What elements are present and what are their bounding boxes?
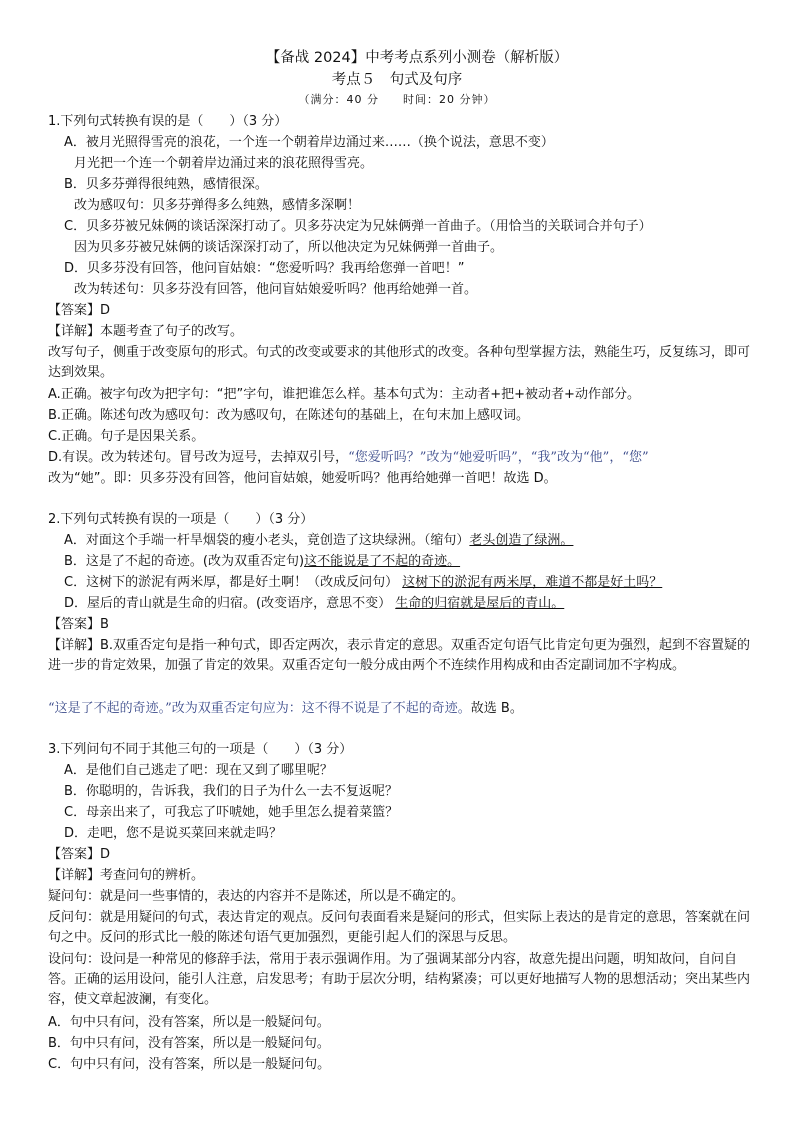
q2-option-d-answer: 生命的归宿就是屋后的青山。: [395, 596, 565, 611]
q1-explanation-c: C.正确。句子是因果关系。: [48, 429, 205, 444]
question-3-stem: 3.下列问句不同于其他三句的一项是（ ）（3 分）: [48, 742, 353, 757]
title-prefix: 【备战 2024】: [265, 50, 366, 66]
q3-answer: 【答案】D: [48, 847, 111, 862]
q1-explanation-d-text: D.有误。改为转述句。冒号改为逗号，去掉双引号，: [48, 450, 349, 465]
q2-option-b-answer: 这不能说是了不起的奇迹。: [304, 554, 461, 569]
q3-explanation-rhetorical: 反问句：就是用疑问的句式，表达肯定的观点。反问句表面看来是疑问的形式，但实际上表达的是肯定的意思，答案就在问句之中。反问的形式比一般的陈述句语气更加强烈，更能引起人们的深思与反思。: [48, 910, 751, 945]
q1-explanation-d: [48, 448, 754, 468]
q2-answer: 【答案】B: [48, 617, 109, 632]
q2-note-quote: “这是了不起的奇迹。”改为双重否定句应为：这不得不说是了不起的奇迹。: [48, 701, 471, 716]
q1-explanation-d-line2: 改为“她”。即：贝多芬没有回答，他问盲姑娘，她爱听吗？他再给她弹一首吧！故选 D。: [48, 471, 557, 486]
q1-option-a-line2: 月光把一个连一个朝着岸边涌过来的浪花照得雪亮。: [74, 156, 374, 171]
q3-explanation-a: A．句中只有问，没有答案，所以是一般疑问句。: [48, 1015, 330, 1030]
q1-explanation-b: B.正确。陈述句改为感叹句：改为感叹句，在陈述句的基础上，在句末加上感叹词。: [48, 408, 530, 423]
q3-detail-heading: 【详解】考查问句的辨析。: [48, 868, 205, 883]
q2-explanation: 【详解】B.双重否定句是指一种句式，即否定两次，表示肯定的意思。双重否定句语气比肯定句更为强烈，起到不容置疑的进一步的肯定效果，加强了肯定的效果。双重否定句一般分成由两个不连续作用构成和由否定副词加不字构成。: [48, 638, 751, 673]
document-title: [0, 46, 794, 67]
q3-option-d: D．走吧，您不是说买菜回来就走吗？: [64, 826, 283, 841]
q3-option-a: A．是他们自己逃走了吧：现在又到了哪里呢？: [64, 763, 333, 778]
q1-option-b-line2: 改为感叹句：贝多芬弹得多么纯熟，感情多深啊！: [74, 198, 361, 213]
q1-explanation: 改写句子，侧重于改变原句的形式。句式的改变或要求的其他形式的改变。各种句型掌握方法，熟能生巧，反复练习，即可达到效果。: [48, 345, 751, 380]
question-2-stem: 2.下列句式转换有误的一项是（ ）（3 分）: [48, 512, 314, 527]
q2-option-c: [64, 573, 770, 593]
q1-explanation-a: A.正确。被字句改为把字句：“把”字句，谁把谁怎么样。基本句式为：主动者+把+被动者+动作部分。: [48, 387, 640, 402]
q1-answer: 【答案】D: [48, 303, 111, 318]
q1-explanation-d-quote: “您爱听吗？”改为“她爱听吗”，“我”改为“他”，“您”: [348, 450, 649, 465]
q2-note-end: 故选 B。: [470, 701, 523, 716]
question-1-stem: 1.下列句式转换有误的是（ ）（3 分）: [48, 114, 288, 129]
q2-option-c-answer: 这树下的淤泥有两米厚，难道不都是好土吗？: [402, 575, 663, 590]
q3-explanation-interrogative: 疑问句：就是问一些事情的，表达的内容并不是陈述，所以是不确定的。: [48, 889, 465, 904]
score-time-info: （满分：40 分 时间：20 分钟）: [298, 93, 496, 106]
q3-option-c: C．母亲出来了，可我忘了吓唬她，她手里怎么提着菜篮？: [64, 805, 399, 820]
q1-option-b: B．贝多芬弹得很纯熟，感情很深。: [64, 177, 268, 192]
q1-option-a: A．被月光照得雪亮的浪花，一个连一个朝着岸边涌过来……（换个说法，意思不变）: [64, 135, 554, 150]
q1-detail-heading: 【详解】本题考查了句子的改写。: [48, 324, 244, 339]
q2-option-a-answer: 老头创造了绿洲。: [469, 533, 574, 548]
q1-option-c-line2: 因为贝多芬被兄妹俩的谈话深深打动了，所以他决定为兄妹俩弹一首曲子。: [74, 240, 504, 255]
q2-option-d-text: D．屋后的青山就是生命的归宿。(改变语序，意思不变）: [64, 596, 392, 611]
q1-option-d-line2: 改为转述句：贝多芬没有回答，他问盲姑娘爱听吗？他再给她弹一首。: [74, 282, 478, 297]
q3-option-b: B．你聪明的，告诉我，我们的日子为什么一去不复返呢？: [64, 784, 398, 799]
q2-note: [48, 699, 754, 719]
q2-option-d: [64, 594, 770, 614]
q3-explanation-b: B．句中只有问，没有答案，所以是一般疑问句。: [48, 1036, 330, 1051]
q3-explanation-hypophora: 设问句：设问是一种常见的修辞手法，常用于表示强调作用。为了强调某部分内容，故意先提出问题，明知故问，自问自答。正确的运用设问，能引人注意，启发思考；有助于层次分明，结构紧凑；可以更好地描写人物的思想活动；突出某些内容，使文章起波澜，有变化。: [48, 952, 751, 1007]
document-subtitle: 考点５ 句式及句序: [331, 72, 463, 88]
q2-option-b: [64, 552, 770, 572]
q2-option-b-text: B．这是了不起的奇迹。(改为双重否定句): [64, 554, 305, 569]
q1-option-d: D．贝多芬没有回答，他问盲姑娘：“您爱听吗？我再给您弹一首吧！”: [64, 261, 465, 276]
q2-option-a-text: A．对面这个手端一杆旱烟袋的瘦小老头，竟创造了这块绿洲。（缩句）: [64, 533, 470, 548]
q3-explanation-c: C．句中只有问，没有答案，所以是一般疑问句。: [48, 1057, 331, 1072]
q2-option-a: [64, 531, 770, 551]
q1-option-c: C．贝多芬被兄妹俩的谈话深深打动了。贝多芬决定为兄妹俩弹一首曲子。（用恰当的关联词合并句子）: [64, 219, 652, 234]
title-text: 中考考点系列小测卷（解析版）: [365, 50, 569, 66]
q2-option-c-text: C．这树下的淤泥有两米厚，都是好土啊！（改成反问句）: [64, 575, 399, 590]
